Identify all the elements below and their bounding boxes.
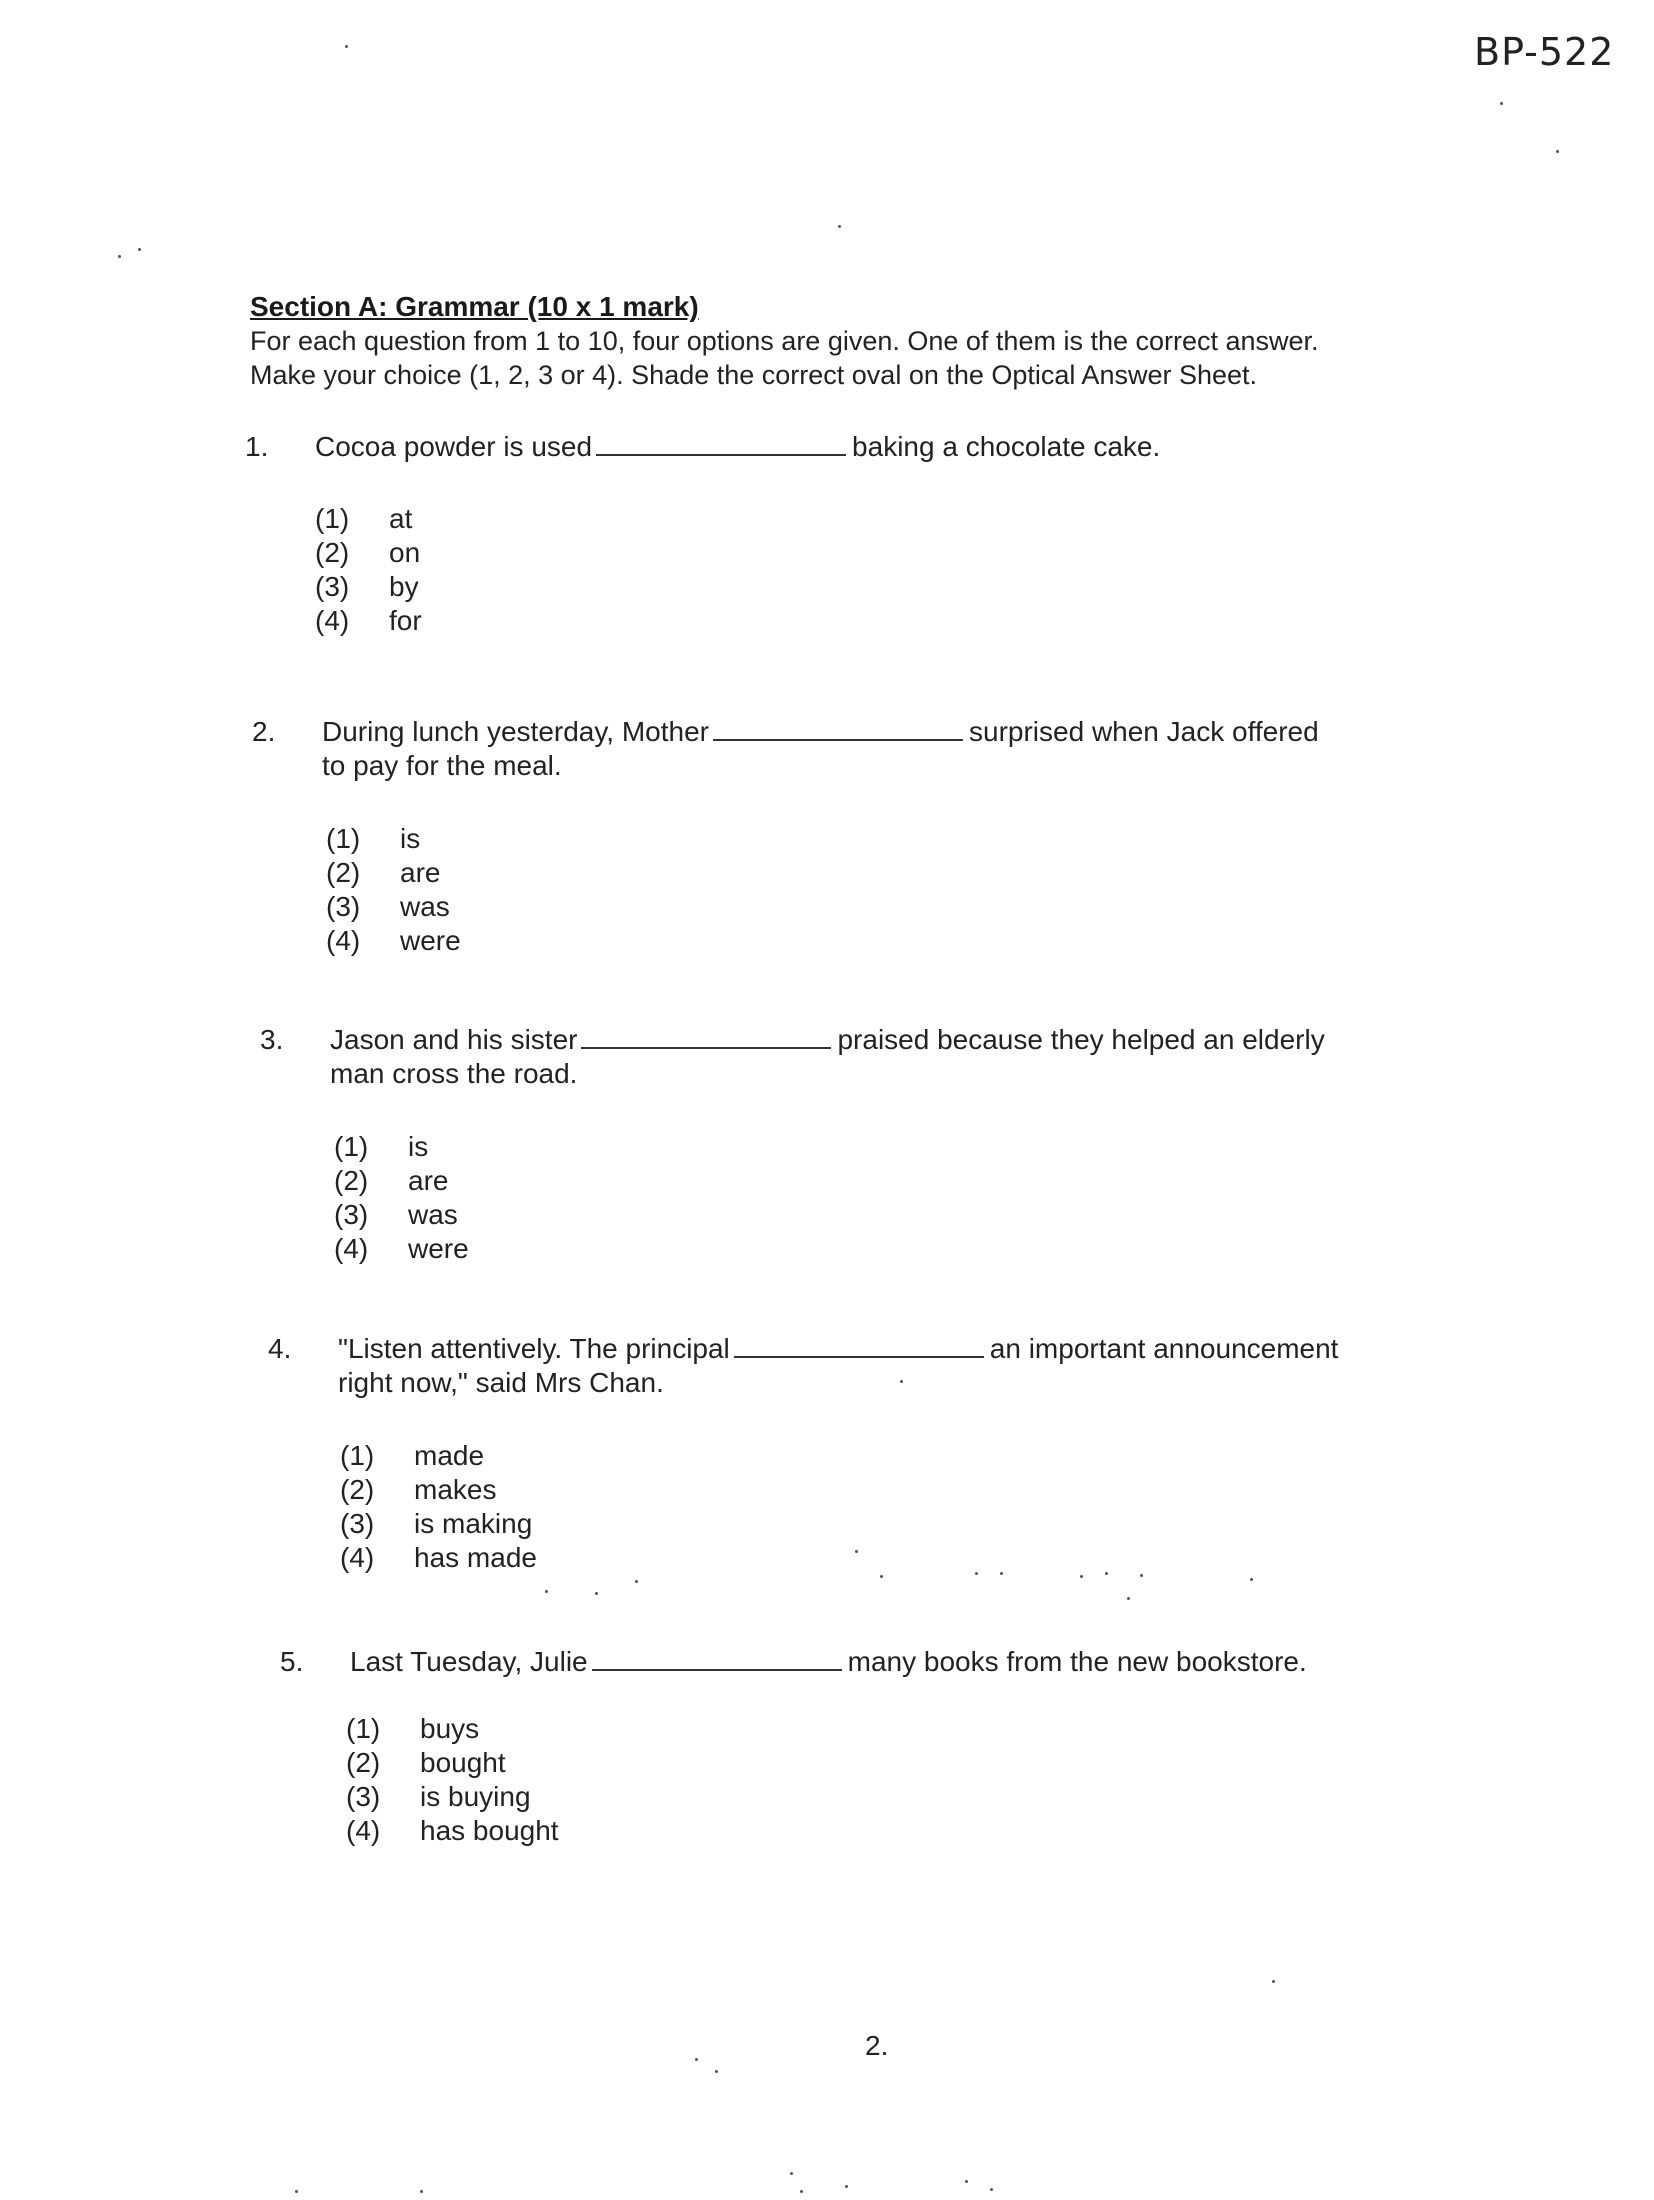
question-text-line-2: to pay for the meal. — [322, 750, 562, 781]
answer-blank — [596, 432, 846, 456]
scan-speck — [975, 1572, 978, 1575]
text-before-blank: Jason and his sister — [330, 1024, 578, 1055]
text-after-blank: baking a chocolate cake. — [852, 431, 1161, 462]
option-number: (4) — [315, 605, 350, 636]
scan-speck — [138, 248, 141, 251]
question-text — [330, 1023, 1325, 1057]
page-number: 2. — [865, 2030, 889, 2061]
option-number: (2) — [346, 1747, 381, 1778]
text-before-blank: During lunch yesterday, Mother — [322, 716, 709, 747]
option-number: (1) — [334, 1131, 369, 1162]
option-text: was — [408, 1199, 458, 1230]
option-text: made — [414, 1440, 485, 1471]
scan-speck — [1000, 1572, 1003, 1575]
text-after-blank: praised because they helped an elderly — [837, 1024, 1325, 1055]
option-number: (3) — [315, 571, 350, 602]
scan-speck — [1127, 1597, 1130, 1600]
scan-speck — [295, 2190, 298, 2193]
option-number: (2) — [340, 1474, 375, 1505]
answer-blank — [581, 1025, 831, 1049]
section-title: Section A: Grammar (10 x 1 mark) — [250, 291, 699, 322]
scan-speck — [855, 1550, 858, 1553]
scan-speck — [1080, 1575, 1083, 1578]
option-number: (2) — [326, 857, 361, 888]
question-number: 3. — [260, 1024, 284, 1055]
question-number: 5. — [280, 1646, 304, 1677]
option-text: at — [389, 503, 413, 534]
option-number: (3) — [340, 1508, 375, 1539]
scan-speck — [838, 225, 841, 228]
scan-speck — [695, 2058, 698, 2061]
option-number: (1) — [340, 1440, 375, 1471]
option-text: was — [400, 891, 450, 922]
option-text: has bought — [420, 1815, 559, 1846]
option-number: (4) — [326, 925, 361, 956]
text-before-blank: "Listen attentively. The principal — [338, 1333, 730, 1364]
scan-speck — [790, 2172, 793, 2175]
option-text: makes — [414, 1474, 497, 1505]
option-number: (3) — [334, 1199, 369, 1230]
option-number: (2) — [334, 1165, 369, 1196]
scan-speck — [1140, 1574, 1143, 1577]
question-text-line-2: right now," said Mrs Chan. — [338, 1367, 664, 1398]
option-text: buys — [420, 1713, 480, 1744]
option-number: (2) — [315, 537, 350, 568]
option-number: (1) — [315, 503, 350, 534]
option-number: (3) — [326, 891, 361, 922]
scan-speck — [595, 1592, 598, 1595]
option-number: (4) — [334, 1233, 369, 1264]
scan-speck — [1556, 150, 1559, 153]
scan-speck — [545, 1590, 548, 1593]
answer-blank — [592, 1647, 842, 1671]
scan-speck — [880, 1575, 883, 1578]
option-number: (3) — [346, 1781, 381, 1812]
scan-speck — [1250, 1578, 1253, 1581]
option-text: for — [389, 605, 422, 636]
text-after-blank: an important announcement — [989, 1333, 1339, 1364]
option-number: (1) — [346, 1713, 381, 1744]
scan-speck — [965, 2180, 968, 2183]
paper-code: BP-522 — [1474, 30, 1615, 74]
scan-speck — [345, 45, 348, 48]
section-header — [250, 290, 1430, 392]
question-text-line-2: man cross the road. — [330, 1058, 578, 1089]
text-before-blank: Last Tuesday, Julie — [350, 1646, 588, 1677]
text-before-blank: Cocoa powder is used — [315, 431, 593, 462]
option-number: (1) — [326, 823, 361, 854]
scan-speck — [900, 1380, 903, 1383]
option-text: is — [400, 823, 421, 854]
question-text — [338, 1332, 1338, 1366]
scan-speck — [118, 255, 121, 258]
option-text: is making — [414, 1508, 533, 1539]
question-text — [315, 430, 1160, 464]
option-text: by — [389, 571, 419, 602]
scan-speck — [1105, 1572, 1108, 1575]
instructions-line-1: For each question from 1 to 10, four options are given. One of them is the correct answer. — [250, 326, 1319, 356]
question-number: 2. — [252, 716, 276, 747]
option-text: were — [408, 1233, 469, 1264]
option-text: were — [400, 925, 461, 956]
option-text: has made — [414, 1542, 537, 1573]
question-text — [322, 715, 1319, 749]
option-number: (4) — [340, 1542, 375, 1573]
scan-speck — [715, 2070, 718, 2073]
scan-speck — [1500, 102, 1503, 105]
scan-speck — [990, 2188, 993, 2191]
question-number: 1. — [245, 431, 269, 462]
scan-speck — [845, 2185, 848, 2188]
instructions-line-2: Make your choice (1, 2, 3 or 4). Shade the correct oval on the Optical Answer Sheet. — [250, 360, 1258, 390]
option-text: are — [400, 857, 441, 888]
answer-blank — [713, 717, 963, 741]
option-number: (4) — [346, 1815, 381, 1846]
question-number: 4. — [268, 1333, 292, 1364]
option-text: is buying — [420, 1781, 531, 1812]
scan-speck — [635, 1580, 638, 1583]
scan-speck — [420, 2190, 423, 2193]
scan-speck — [800, 2190, 803, 2193]
option-text: bought — [420, 1747, 506, 1778]
question-text — [350, 1645, 1307, 1679]
option-text: on — [389, 537, 421, 568]
text-after-blank: many books from the new bookstore. — [847, 1646, 1307, 1677]
answer-blank — [734, 1334, 984, 1358]
text-after-blank: surprised when Jack offered — [969, 716, 1319, 747]
option-text: is — [408, 1131, 429, 1162]
scan-speck — [1272, 1980, 1275, 1983]
option-text: are — [408, 1165, 449, 1196]
